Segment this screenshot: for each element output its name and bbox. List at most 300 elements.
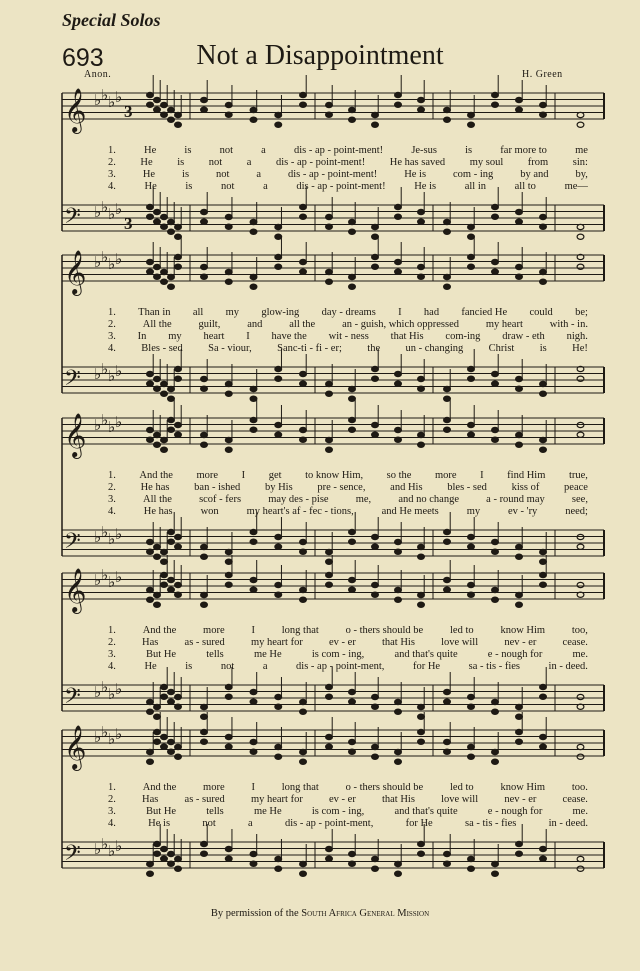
note-head (225, 269, 232, 274)
flat-icon: ♭ (94, 365, 102, 383)
lyric-syllable: had (423, 307, 440, 318)
note-head (418, 97, 425, 102)
note-head (147, 709, 154, 714)
note-head (275, 432, 282, 437)
note-head (540, 734, 547, 739)
note-head (372, 694, 379, 699)
note-head (147, 699, 154, 704)
note-head (225, 447, 232, 452)
note-head (250, 577, 257, 582)
note-head (201, 544, 208, 549)
note-head (201, 602, 208, 607)
note-head (154, 376, 161, 381)
note-head (349, 117, 356, 122)
note-head (161, 856, 168, 861)
lyric-syllable: He is (148, 818, 171, 829)
note-head (492, 259, 499, 264)
note-head (147, 427, 154, 432)
note-head (300, 861, 307, 866)
note-head (161, 214, 168, 219)
note-head (300, 427, 307, 432)
flat-icon: ♭ (94, 253, 102, 271)
note-head (492, 709, 499, 714)
note-head (372, 534, 379, 539)
note-head (275, 704, 282, 709)
lyric-syllable: He is (404, 169, 427, 180)
note-head (516, 274, 523, 279)
lyric-syllable: in - deed. (548, 818, 588, 829)
note-head (168, 529, 175, 534)
note-head (201, 209, 208, 214)
note-head (154, 264, 161, 269)
note-head (225, 279, 232, 284)
lyric-syllable: find Him (507, 470, 546, 481)
note-head (225, 559, 232, 564)
note-head (577, 754, 584, 759)
lyric-syllable: not (220, 661, 235, 672)
lyric-syllable: is (185, 181, 193, 192)
lyric-syllable: He (144, 181, 157, 192)
note-head (444, 284, 451, 289)
note-head (175, 582, 182, 587)
lyric-syllable: more (203, 625, 225, 636)
flat-icon: ♭ (115, 250, 123, 268)
note-head (201, 554, 208, 559)
note-head (201, 704, 208, 709)
note-head (175, 366, 182, 371)
note-head (175, 254, 182, 259)
note-head (492, 437, 499, 442)
note-head (175, 704, 182, 709)
note-head (468, 112, 475, 117)
lyric-syllable: dis - ap - point-ment! (293, 145, 384, 156)
lyric-syllable: Je-sus (411, 145, 437, 156)
note-head (349, 284, 356, 289)
note-head (492, 427, 499, 432)
note-head (147, 759, 154, 764)
note-head (175, 224, 182, 229)
lyric-syllable: Bles - sed (141, 343, 183, 354)
verse-number: 4. (108, 343, 116, 354)
note-head (349, 699, 356, 704)
lyric-syllable: fancied He (461, 307, 508, 318)
lyric-syllable: cease. (562, 794, 588, 805)
note-head (326, 224, 333, 229)
lyric-syllable: Sa - viour, (208, 343, 252, 354)
flat-icon: ♭ (101, 248, 109, 266)
note-head (349, 427, 356, 432)
note-head (540, 582, 547, 587)
lyric-syllable: kiss of (511, 482, 540, 493)
note-head (395, 749, 402, 754)
note-head (468, 122, 475, 127)
lyric-syllable: e - nough for (487, 649, 543, 660)
note-head (175, 866, 182, 871)
lyric-syllable: too, (571, 625, 588, 636)
lyric-syllable: He (144, 145, 157, 156)
note-head (300, 102, 307, 107)
note-head (418, 602, 425, 607)
lyric-syllable: know Him (500, 782, 546, 793)
flat-icon: ♭ (101, 678, 109, 696)
note-head (300, 437, 307, 442)
note-head (540, 437, 547, 442)
note-head (418, 841, 425, 846)
staff-system (0, 723, 640, 880)
note-head (468, 224, 475, 229)
lyric-syllable: He has (140, 482, 170, 493)
lyric-syllable: I (246, 331, 250, 342)
lyric-syllable: my (225, 307, 240, 318)
lyric-syllable: the (367, 343, 381, 354)
note-head (147, 269, 154, 274)
note-head (540, 572, 547, 577)
note-head (275, 376, 282, 381)
note-head (326, 734, 333, 739)
lyric-line (108, 782, 588, 793)
lyric-syllable: And the (142, 625, 177, 636)
note-head (201, 97, 208, 102)
note-head (577, 422, 584, 427)
lyric-syllable: Than in (138, 307, 171, 318)
note-head (516, 432, 523, 437)
note-head (540, 549, 547, 554)
note-head (468, 754, 475, 759)
flat-icon: ♭ (101, 566, 109, 584)
note-head (201, 714, 208, 719)
note-head (395, 371, 402, 376)
note-head (468, 422, 475, 427)
note-head (201, 107, 208, 112)
note-head (275, 254, 282, 259)
note-head (275, 754, 282, 759)
note-head (161, 391, 168, 396)
note-head (161, 447, 168, 452)
lyric-line (108, 470, 588, 481)
note-head (372, 592, 379, 597)
lyric-syllable: by and (520, 169, 549, 180)
note-head (326, 102, 333, 107)
note-head (349, 689, 356, 694)
note-head (418, 209, 425, 214)
verse-number: 3. (108, 649, 116, 660)
verse-number: 2. (108, 794, 116, 805)
lyric-syllable: a (263, 181, 268, 192)
verse-number: 4. (108, 818, 116, 829)
lyric-syllable: draw - eth (502, 331, 545, 342)
note-head (161, 112, 168, 117)
note-head (225, 734, 232, 739)
lyric-syllable: a - round may (486, 494, 545, 505)
note-head (326, 279, 333, 284)
note-head (372, 754, 379, 759)
note-head (201, 841, 208, 846)
note-head (418, 704, 425, 709)
note-head (418, 107, 425, 112)
note-head (516, 554, 523, 559)
note-head (395, 871, 402, 876)
lyric-syllable: dis - ap - point-ment! (288, 169, 378, 180)
note-head (175, 592, 182, 597)
lyric-syllable: sin: (572, 157, 588, 168)
note-head (395, 269, 402, 274)
lyric-line (108, 649, 588, 660)
lyric-syllable: not (219, 145, 233, 156)
note-head (492, 549, 499, 554)
flat-icon: ♭ (108, 205, 116, 223)
note-head (349, 587, 356, 592)
note-head (577, 866, 584, 871)
lyric-syllable: day - dreams (321, 307, 376, 318)
note-head (168, 749, 175, 754)
flat-icon: ♭ (108, 255, 116, 273)
note-head (161, 582, 168, 587)
note-head (540, 102, 547, 107)
lyric-syllable: I (241, 470, 246, 481)
lyric-syllable: long that (281, 782, 319, 793)
note-head (395, 861, 402, 866)
lyric-syllable: And the (139, 470, 173, 481)
lyric-syllable: see, (571, 494, 588, 505)
lyric-line (108, 794, 588, 805)
lyric-syllable: But He (146, 806, 177, 817)
note-head (175, 112, 182, 117)
lyric-line (108, 343, 588, 354)
note-head (250, 417, 257, 422)
note-head (168, 219, 175, 224)
flat-icon: ♭ (94, 528, 102, 546)
lyric-syllable: and His (390, 482, 423, 493)
note-head (300, 759, 307, 764)
note-head (349, 577, 356, 582)
flat-icon: ♭ (101, 198, 109, 216)
lyric-syllable: He is (414, 181, 437, 192)
lyric-syllable: is (177, 157, 185, 168)
lyric-syllable: a (246, 157, 252, 168)
note-head (540, 694, 547, 699)
lyric-syllable: He (140, 157, 153, 168)
note-head (444, 861, 451, 866)
flat-icon: ♭ (115, 525, 123, 543)
lyric-syllable: not (221, 181, 235, 192)
flat-icon: ♭ (101, 411, 109, 429)
note-head (418, 386, 425, 391)
note-head (275, 112, 282, 117)
lyric-line (108, 661, 588, 672)
lyric-line (108, 169, 588, 180)
note-head (444, 539, 451, 544)
lyric-syllable: com-ing (445, 331, 481, 342)
lyric-line (108, 157, 588, 168)
flat-icon: ♭ (115, 680, 123, 698)
note-head (540, 381, 547, 386)
note-head (250, 386, 257, 391)
note-head (516, 851, 523, 856)
note-head (201, 386, 208, 391)
lyric-line (108, 625, 588, 636)
lyric-line (108, 307, 588, 318)
lyric-syllable: I (480, 470, 484, 481)
note-head (175, 856, 182, 861)
note-head (250, 396, 257, 401)
lyric-line (108, 331, 588, 342)
lyric-syllable: me He (253, 649, 282, 660)
note-head (154, 704, 161, 709)
note-head (349, 274, 356, 279)
note-head (175, 376, 182, 381)
lyric-syllable: my heart for (250, 637, 303, 648)
lyric-syllable: and that's quite (394, 649, 458, 660)
lyric-syllable: peace (564, 482, 588, 493)
note-head (516, 107, 523, 112)
note-head (154, 209, 161, 214)
lyric-syllable: so the (386, 470, 412, 481)
lyric-syllable: that His (381, 637, 415, 648)
note-head (154, 386, 161, 391)
note-head (395, 549, 402, 554)
lyric-line (108, 637, 588, 648)
note-head (349, 529, 356, 534)
note-head (444, 739, 451, 744)
note-head (516, 264, 523, 269)
lyric-syllable: guilt, (198, 319, 221, 330)
note-head (147, 861, 154, 866)
treble-clef-icon: 𝄞 (64, 88, 87, 132)
note-head (168, 587, 175, 592)
note-head (395, 709, 402, 714)
note-head (468, 544, 475, 549)
note-head (168, 117, 175, 122)
note-head (349, 219, 356, 224)
lyric-syllable: I (398, 307, 402, 318)
note-head (300, 371, 307, 376)
lyric-syllable: Has (142, 794, 159, 805)
note-head (201, 274, 208, 279)
note-head (175, 122, 182, 127)
note-head (275, 122, 282, 127)
note-head (168, 284, 175, 289)
note-head (540, 684, 547, 689)
note-head (154, 544, 161, 549)
note-head (147, 437, 154, 442)
lyric-syllable: not (202, 818, 216, 829)
lyric-syllable: I (251, 782, 255, 793)
note-head (154, 219, 161, 224)
note-head (326, 684, 333, 689)
note-head (225, 391, 232, 396)
note-head (326, 694, 333, 699)
note-head (275, 366, 282, 371)
note-head (540, 224, 547, 229)
lyric-syllable: is (185, 661, 193, 672)
lyric-syllable: with - in. (549, 319, 588, 330)
note-head (275, 592, 282, 597)
lyric-syllable: for He (412, 661, 441, 672)
note-head (418, 714, 425, 719)
note-head (147, 549, 154, 554)
note-head (225, 112, 232, 117)
lyric-syllable: me. (572, 649, 588, 660)
note-head (201, 432, 208, 437)
lyric-syllable: an - guish, which oppressed (342, 319, 459, 330)
lyric-syllable: that His (390, 331, 424, 342)
lyric-syllable: that His (381, 794, 415, 805)
note-head (468, 866, 475, 871)
bass-clef-icon: 𝄢 (64, 366, 81, 396)
lyric-syllable: too. (571, 782, 588, 793)
time-signature: 3 (124, 102, 133, 121)
note-head (418, 442, 425, 447)
bass-clef-icon: 𝄢 (64, 684, 81, 714)
footer-org: South Africa General Mission (301, 908, 430, 919)
note-head (275, 264, 282, 269)
note-head (147, 204, 154, 209)
note-head (147, 871, 154, 876)
verse-number: 2. (108, 319, 116, 330)
flat-icon: ♭ (108, 93, 116, 111)
note-head (326, 381, 333, 386)
note-head (175, 234, 182, 239)
note-head (468, 254, 475, 259)
flat-icon: ♭ (108, 730, 116, 748)
flat-icon: ♭ (101, 360, 109, 378)
verse-number: 1. (108, 145, 116, 156)
note-head (540, 846, 547, 851)
note-head (372, 122, 379, 127)
note-head (418, 264, 425, 269)
note-head (250, 739, 257, 744)
note-head (161, 102, 168, 107)
note-head (372, 224, 379, 229)
note-head (275, 582, 282, 587)
note-head (154, 442, 161, 447)
note-head (577, 234, 584, 239)
verse-number: 3. (108, 494, 116, 505)
note-head (225, 856, 232, 861)
lyric-syllable: my soul (469, 157, 504, 168)
treble-clef-icon: 𝄞 (64, 250, 87, 294)
note-head (492, 371, 499, 376)
note-head (418, 729, 425, 734)
note-head (577, 264, 584, 269)
note-head (225, 381, 232, 386)
note-head (161, 269, 168, 274)
note-head (418, 376, 425, 381)
note-head (468, 432, 475, 437)
note-head (250, 851, 257, 856)
note-head (468, 366, 475, 371)
note-head (201, 739, 208, 744)
note-head (161, 684, 168, 689)
note-head (225, 549, 232, 554)
lyric-syllable: a (262, 661, 268, 672)
note-head (516, 219, 523, 224)
treble-clef-icon: 𝄞 (64, 725, 87, 769)
hymn-number: 693 (62, 44, 104, 72)
note-head (154, 841, 161, 846)
note-head (154, 554, 161, 559)
note-head (468, 534, 475, 539)
verse-number: 2. (108, 157, 116, 168)
flat-icon: ♭ (108, 573, 116, 591)
note-head (147, 371, 154, 376)
lyric-syllable: dis - ap - point-ment! (296, 181, 386, 192)
staff-system (0, 566, 640, 723)
note-head (516, 729, 523, 734)
lyric-syllable: is (539, 343, 547, 354)
note-head (175, 534, 182, 539)
lyric-syllable: all (192, 307, 204, 318)
